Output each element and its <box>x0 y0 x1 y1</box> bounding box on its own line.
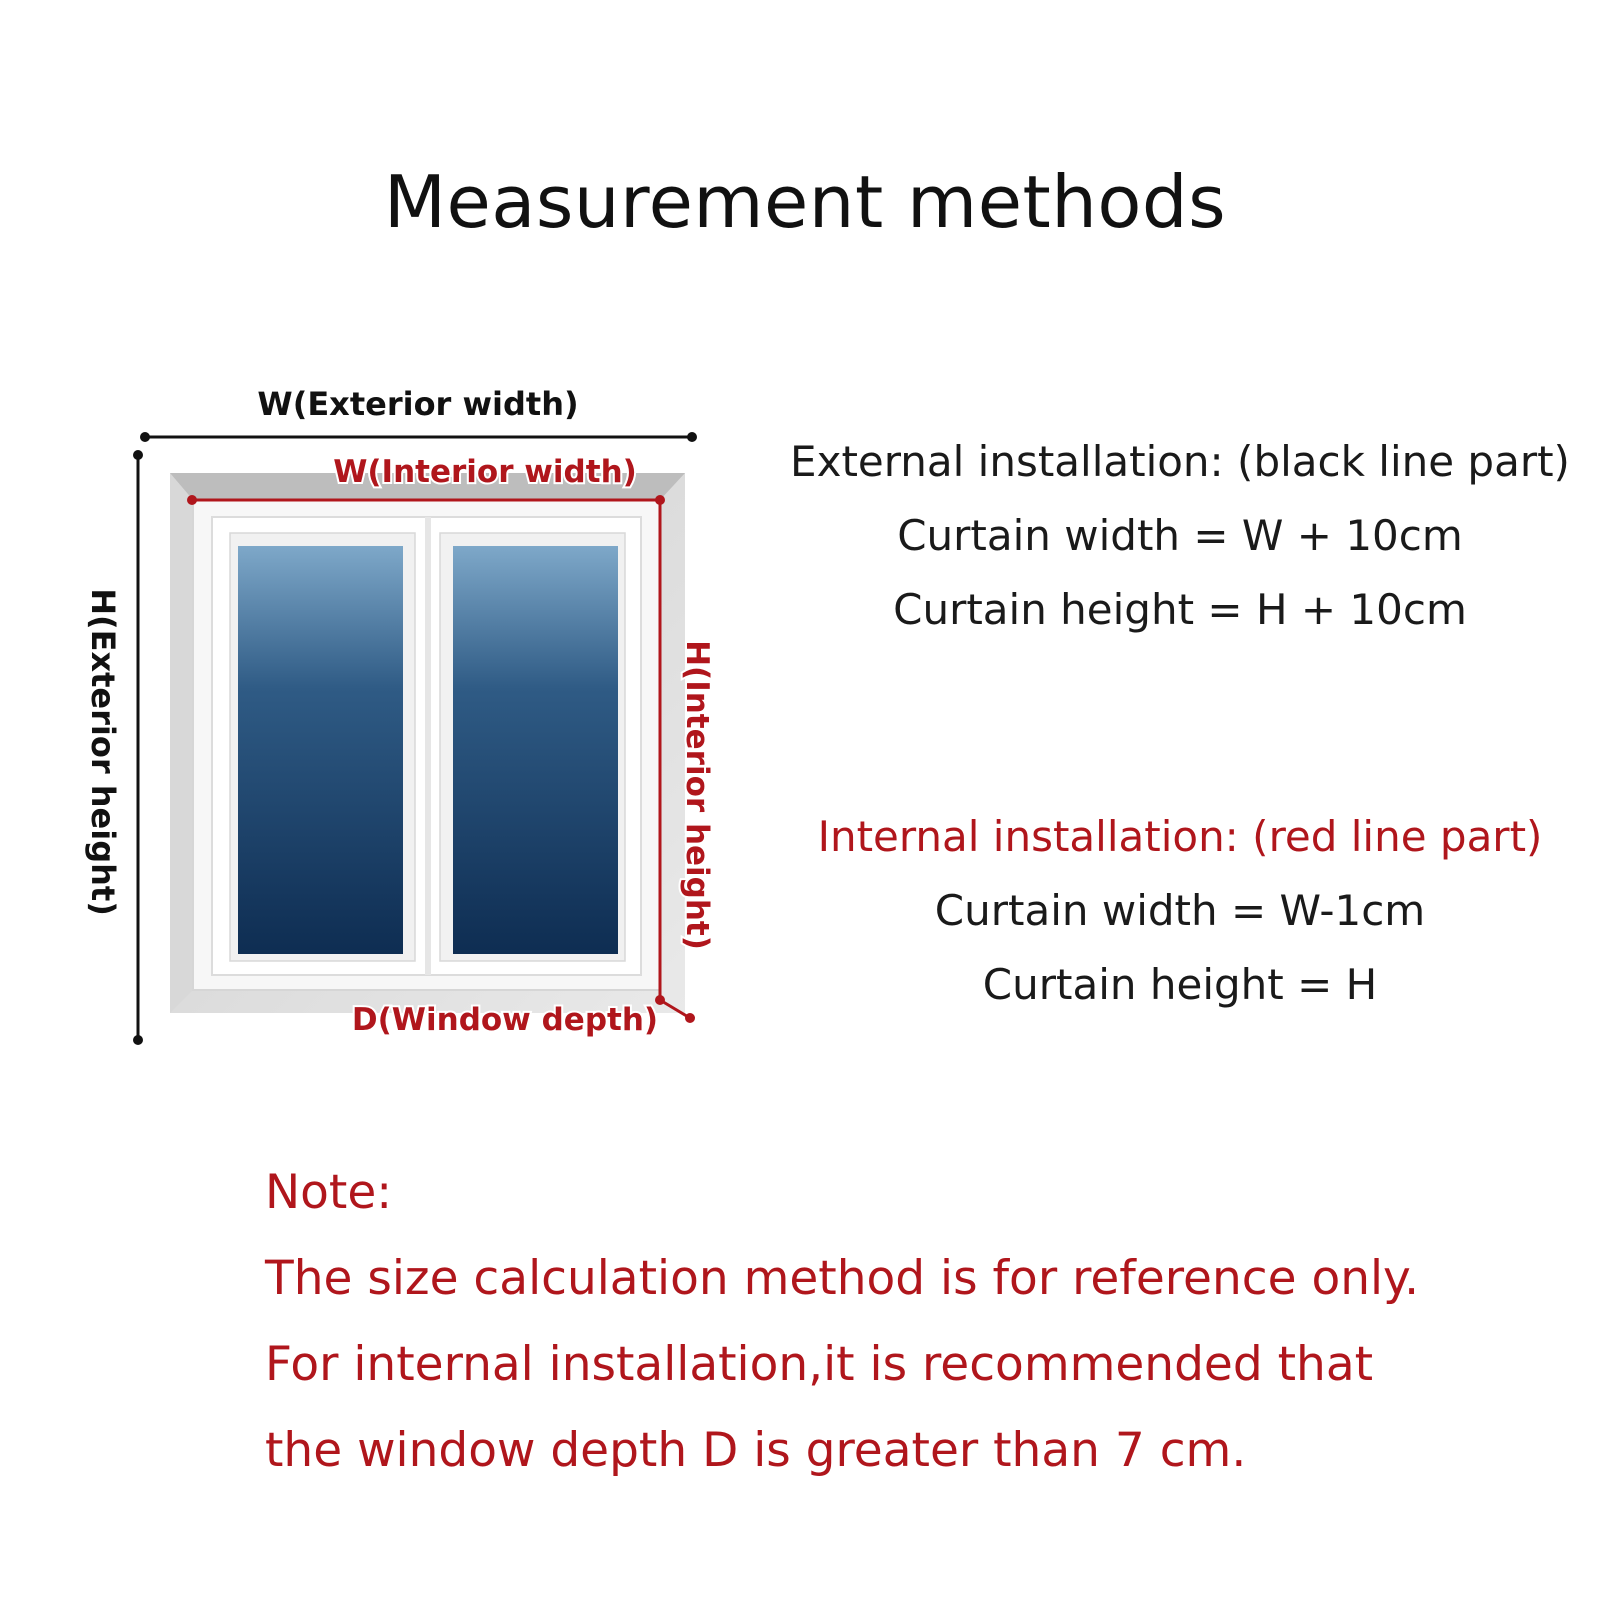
label-interior-height: H(Interior height) <box>679 640 715 950</box>
label-interior-width: W(Interior width) <box>333 454 637 490</box>
glass-pane-right <box>453 546 618 954</box>
note-line: The size calculation method is for reference only. <box>265 1251 1420 1306</box>
label-window-depth: D(Window depth) <box>351 1002 659 1038</box>
label-exterior-width: W(Exterior width) <box>257 385 579 423</box>
external-installation-heading: External installation: (black line part) <box>790 437 1570 486</box>
exterior-height-line <box>133 450 143 1045</box>
external-height-formula: Curtain height = H + 10cm <box>893 585 1467 634</box>
internal-width-formula: Curtain width = W-1cm <box>934 886 1426 935</box>
internal-installation-block <box>760 800 1600 1022</box>
note-heading: Note: <box>265 1165 393 1220</box>
label-exterior-height: H(Exterior height) <box>84 588 122 916</box>
note-line: For internal installation,it is recommended that <box>265 1337 1374 1392</box>
internal-height-formula: Curtain height = H <box>982 960 1378 1009</box>
note-block <box>265 1150 1585 1494</box>
external-installation-block <box>760 425 1600 647</box>
note-line: the window depth D is greater than 7 cm. <box>265 1423 1247 1478</box>
internal-installation-heading: Internal installation: (red line part) <box>817 812 1543 861</box>
glass-pane-left <box>238 546 403 954</box>
exterior-width-line <box>140 432 697 442</box>
page-title: Measurement methods <box>383 160 1227 244</box>
external-width-formula: Curtain width = W + 10cm <box>897 511 1463 560</box>
